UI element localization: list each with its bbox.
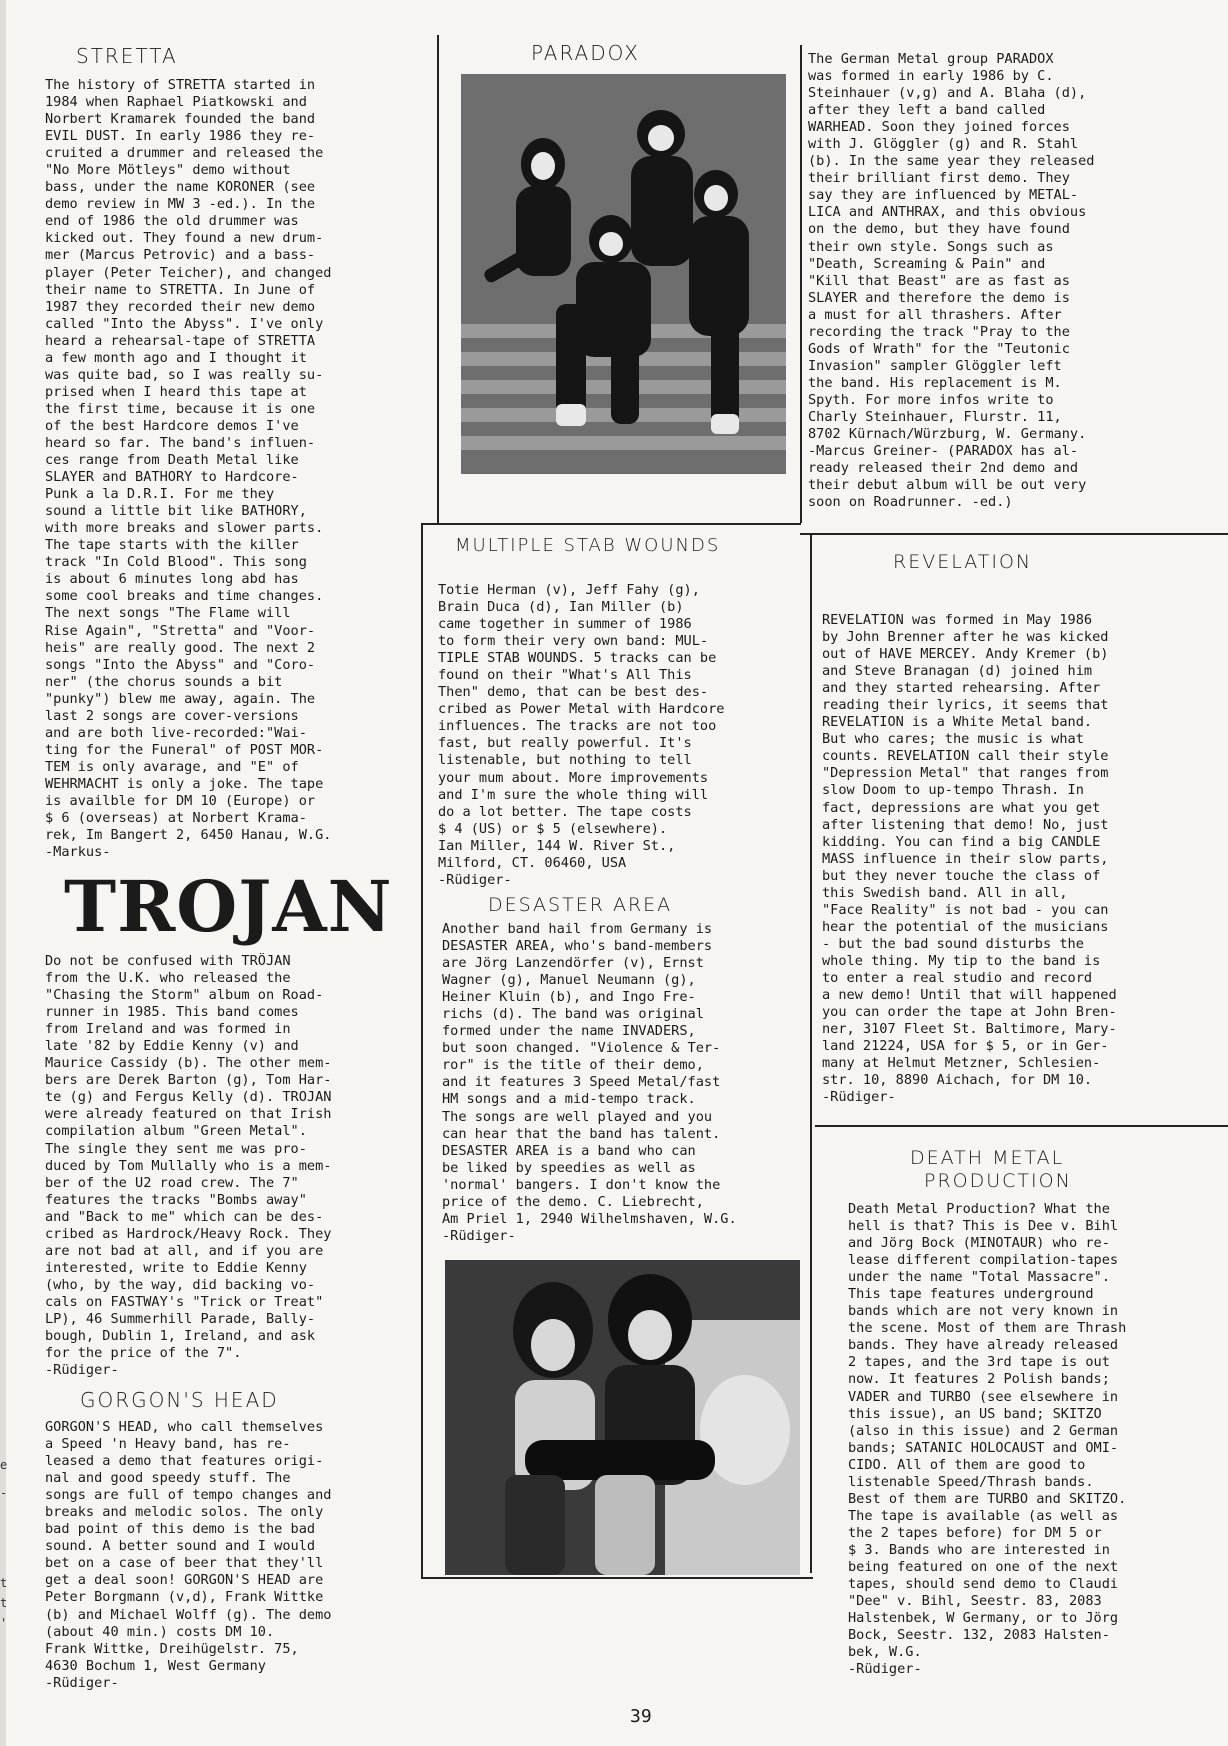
paradox-band-photo	[461, 74, 786, 474]
revelation-heading: REVELATION	[893, 551, 1033, 573]
multiple-stab-wounds-heading: MULTIPLE STAB WOUNDS	[455, 535, 721, 556]
death-metal-production-heading-line2: PRODUCTION	[924, 1170, 1072, 1192]
edge-marks	[0, 1458, 10, 1633]
box-rule-bottom	[421, 1577, 813, 1579]
edge-mark: e	[0, 1458, 8, 1472]
paradox-rule	[800, 45, 802, 523]
edge-mark: -	[0, 1486, 8, 1500]
death-metal-production-article-body: Death Metal Production? What the hell is that? This is Dee v. Bihl and Jörg Bock (MINOTAUR) who re- lease different compilation-tapes under the name "Total Massacre". This tape features underground bands which are not very known in the scene. Most of them are Thrash bands. They have already released 2 tapes, and the 3rd tape is out now. It features 2 Polish bands; VADER and TURBO (see elsewhere in this issue), an US band; SKITZO (also in this issue) and 2 German bands; SATANIC HOLOCAUST and OMI- CIDO. All of them are good to listenable Speed/Thrash bands. Best of them are TURBO and SKITZO. The tape is available (as well as the 2 tapes before) for DM 5 or $ 3. Bands who are interested in being featured on one of the next tapes, should send demo to Claudi "Dee" v. Bihl, Seestr. 83, 2083 Halstenbek, W Germany, or to Jörg Bock, Seestr. 132, 2083 Halsten- bek, W.G. -Rüdiger-	[848, 1201, 1127, 1678]
paradox-article-body: The German Metal group PARADOX was formed in early 1986 by C. Steinhauer (v,g) and A. Blaha (d), after they left a band called WARHEAD. Soon they joined forces with J. Glöggler (g) and R. Stahl (b). In the same year they released their brilliant first demo. They say they are influenced by METAL- LICA and ANTHRAX, and this obvious on the demo, but they have found their own style. Songs such as "Death, Screaming & Pain" and "Kill that Beast" are as fast as SLAYER and therefore the demo is a must for all thrashers. After recording the track "Pray to the Gods of Wrath" for the "Teutonic Invasion" sampler Glöggler left the band. His replacement is M. Spyth. For more infos write to Charly Steinhauer, Flurstr. 11, 8702 Kürnach/Würzburg, W. Germany. -Marcus Greiner- (PARADOX has al- ready released their 2nd demo and their debut album will be out very soon on Roadrunner. -ed.)	[808, 51, 1095, 511]
stretta-heading: STRETTA	[76, 44, 178, 68]
paradox-heading: PARADOX	[531, 41, 640, 65]
box-rule-top-right	[800, 533, 1228, 535]
box-rule-top	[421, 523, 801, 525]
trojan-article-body: Do not be confused with TRÖJAN from the U.K. who released the "Chasing the Storm" album on Road- runner in 1985. This band comes from Ireland and was formed in late '82 by Eddie Kenny (v) and Maurice Cassidy (b). The other mem- bers are Derek Barton (g), Tom Har- te (g) and Fergus Kelly (d). TROJAN were already featured on that Irish compilation album "Green Metal". The single they sent me was pro- duced by Tom Mullally who is a mem- ber of the U2 road crew. The 7" features the tracks "Bombs away" and "Back to me" which can be des- cribed as Hardrock/Heavy Rock. They are not bad at all, and if you are interested, write to Eddie Kenny (who, by the way, did backing vo- cals on FASTWAY's "Trick or Treat" LP), 46 Summerhill Parade, Bally- bough, Dublin 1, Ireland, and ask for the price of the 7". -Rüdiger-	[45, 953, 332, 1379]
edge-mark: '	[0, 1616, 8, 1630]
gorgons-head-heading: GORGON'S HEAD	[80, 1388, 279, 1412]
page-number: 39	[630, 1706, 652, 1727]
column-rule-left	[437, 35, 439, 525]
crowd-photo	[445, 1260, 800, 1575]
gorgons-head-article-body: GORGON'S HEAD, who call themselves a Speed 'n Heavy band, has re- leased a demo that features origi- nal and good speedy stuff. The songs are full of tempo changes and breaks and melodic solos. The only bad point of this demo is the bad sound. A better sound and I would bet on a case of beer that they'll get a deal soon! GORGON'S HEAD are Peter Borgmann (v,d), Frank Wittke (b) and Michael Wolff (g). The demo (about 40 min.) costs DM 10. Frank Wittke, Dreihügelstr. 75, 4630 Bochum 1, West Germany -Rüdiger-	[45, 1419, 332, 1691]
box-rule-middle	[810, 533, 812, 1573]
desaster-area-article-body: Another band hail from Germany is DESASTER AREA, who's band-members are Jörg Lanzendörfer (v), Ernst Wagner (g), Manuel Neumann (g), Heiner Kluin (b), and Ingo Fre- richs (d). The band was original formed under the name INVADERS, but soon changed. "Violence & Ter- ror" is the title of their demo, and it features 3 Speed Metal/fast HM songs and a mid-tempo track. The songs are well played and you can hear that the band has talent. DESASTER AREA is a band who can be liked by speedies as well as 'normal' bangers. I don't know the price of the demo. C. Liebrecht, Am Priel 1, 2940 Wilhelmshaven, W.G. -Rüdiger-	[442, 921, 737, 1244]
revelation-article-body: REVELATION was formed in May 1986 by John Brenner after he was kicked out of HAVE MERCEY. Andy Kremer (b) and Steve Branagan (d) joined him and they started rehearsing. After reading their lyrics, it seems that REVELATION is a White Metal band. But who cares; the music is what counts. REVELATION call their style "Depression Metal" that ranges from slow Doom to up-tempo Thrash. In fact, depressions are what you get after listening that demo! No, just kidding. You can find a big CANDLE MASS influence in their slow parts, but they never touche the class of this Swedish band. All in all, "Face Reality" is not bad - you can hear the potential of the musicians - but the bad sound disturbs the whole thing. My tip to the band is to enter a real studio and record a new demo! Until that will happened you can order the tape at John Bren- ner, 3107 Fleet St. Baltimore, Mary- land 21224, USA for $ 5, or in Ger- many at Helmut Metzner, Schlesien- str. 10, 8890 Aichach, for DM 10. -Rüdiger-	[822, 612, 1117, 1106]
death-metal-production-heading: DEATH METAL	[910, 1147, 1065, 1169]
edge-mark: t	[0, 1576, 8, 1590]
revelation-bottom-rule	[815, 1125, 1228, 1127]
trojan-heading: TROJAN	[64, 865, 393, 948]
edge-mark: t	[0, 1596, 8, 1610]
desaster-area-heading: DESASTER AREA	[488, 894, 673, 916]
stretta-article-body: The history of STRETTA started in 1984 when Raphael Piatkowski and Norbert Kramarek founded the band EVIL DUST. In early 1986 they re- cruited a drummer and released the "No More Mötleys" demo without bass, under the name KORONER (see demo review in MW 3 -ed.). In the end of 1986 the old drummer was kicked out. They found a new drum- mer (Marcus Petrovic) and a bass- player (Peter Teicher), and changed their name to STRETTA. In June of 1987 they recorded their new demo called "Into the Abyss". I've only heard a rehearsal-tape of STRETTA a few month ago and I thought it was quite bad, so I was really su- prised when I heard this tape at the first time, because it is one of the best Hardcore demos I've heard so far. The band's influen- ces range from Death Metal like SLAYER and BATHORY to Hardcore- Punk a la D.R.I. For me they sound a little bit like BATHORY, with more breaks and slower parts. The tape starts with the killer track "In Cold Blood". This song is about 6 minutes long abd has some cool breaks and time changes. The next songs "The Flame will Rise Again", "Stretta" and "Voor- heis" are really good. The next 2 songs "Into the Abyss" and "Coro- ner" (the chorus sounds a bit "punky") blew me away, again. The last 2 songs are cover-versions and are both live-recorded:"Wai- ting for the Funeral" of POST MOR- TEM is only avarage, and "E" of WEHRMACHT is only a joke. The tape is availble for DM 10 (Europe) or $ 6 (overseas) at Norbert Krama- rek, Im Bangert 2, 6450 Hanau, W.G. -Markus-	[45, 77, 332, 861]
multiple-stab-wounds-article-body: Totie Herman (v), Jeff Fahy (g), Brain Duca (d), Ian Miller (b) came together in summer of 1986 to form their very own band: MUL- TIPLE STAB WOUNDS. 5 tracks can be found on their "What's All This Then" demo, that can be best des- cribed as Power Metal with Hardcore influences. The tracks are not too fast, but really powerful. It's listenable, but nothing to tell your mum about. More improvements and I'm sure the whole thing will do a lot better. The tape costs $ 4 (US) or $ 5 (elsewhere). Ian Miller, 144 W. River St., Milford, CT. 06460, USA -Rüdiger-	[438, 582, 725, 888]
